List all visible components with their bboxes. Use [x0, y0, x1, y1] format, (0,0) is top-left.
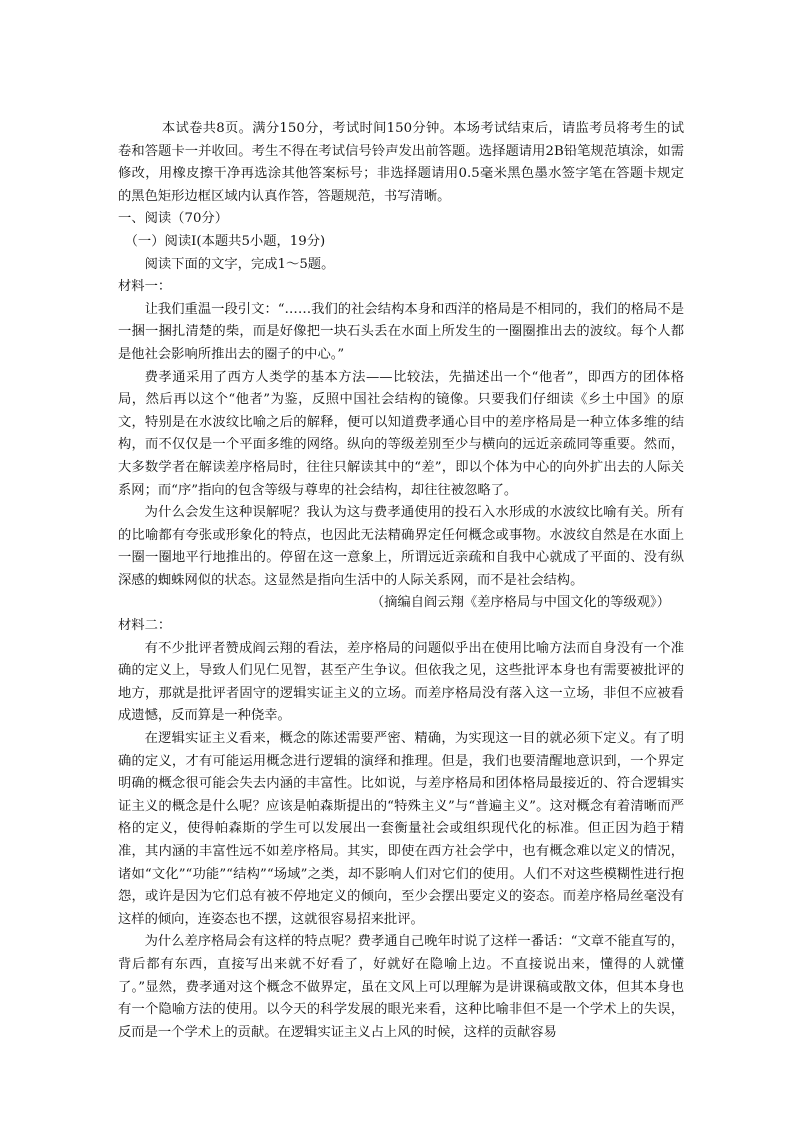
material-one-source: （摘编自阎云翔《差序格局与中国文化的等级观》）	[370, 595, 670, 611]
reading-instruction: 阅读下面的文字，完成1～5题。	[144, 256, 335, 272]
subsection-title: （一）阅读Ⅰ(本题共5小题，19分)	[124, 233, 326, 249]
section-title: 一、阅读（70分）	[118, 211, 228, 227]
material-two-paragraph: 有不少批评者赞成阎云翔的看法，差序格局的问题似乎出在使用比喻方法而自身没有一个准确的定义上，导致人们见仁见智，甚至产生争议。但依我之见，这些批评本身也有需要被批评的地方，那就是批评者固守的逻辑实证主义的立场。而差序格局没有落入这一立场，非但不应被看成遗憾，反而算是一种侥幸。	[118, 640, 684, 724]
exam-page	[118, 118, 684, 1044]
exam-instructions: 本试卷共8页。满分150分，考试时间150分钟。本场考试结束后，请监考员将考生的试卷和答题卡一并收回。考生不得在考试信号铃声发出前答题。选择题请用2B铅笔规范填涂，如需修改，用橡皮擦干净再选涂其他答案标号；非选择题请用0.5毫米黑色墨水签字笔在答题卡规定的黑色矩形边框区域内认真作答，答题规范，书写清晰。	[118, 121, 684, 204]
material-two-paragraph: 为什么差序格局会有这样的特点呢？费孝通自己晚年时说了这样一番话：“文章不能直写的，背后都有东西，直接写出来就不好看了，好就好在隐喻上边。不直接说出来，懂得的人就懂了。”显然，费孝通对这个概念不做界定，虽在文风上可以理解为是讲课稿或散文体，但其本身也有一个隐喻方法的使用。以今天的科学发展的眼光来看，这种比喻非但不是一个学术上的失误，反而是一个学术上的贡献。在逻辑实证主义占上风的时候，这样的贡献容易	[118, 934, 684, 1040]
material-two-label: 材料二：	[118, 618, 172, 634]
material-one-paragraph: 让我们重温一段引文：“……我们的社会结构本身和西洋的格局是不相同的，我们的格局不是一捆一捆扎清楚的柴，而是好像把一块石头丢在水面上所发生的一圈圈推出去的波纹。每个人都是他社会影响所推出去的圈子的中心。”	[118, 301, 684, 362]
material-two-paragraph: 在逻辑实证主义看来，概念的陈述需要严密、精确，为实现这一目的就必须下定义。有了明确的定义，才有可能运用概念进行逻辑的演绎和推理。但是，我们也要清醒地意识到，一个界定明确的概念很可能会失去内涵的丰富性。比如说，与差序格局和团体格局最接近的、符合逻辑实证主义的概念是什么呢？应该是帕森斯提出的“特殊主义”与“普遍主义”。这对概念有着清晰而严格的定义，使得帕森斯的学生可以发展出一套衡量社会或组织现代化的标准。但正因为趋于精准，其内涵的丰富性远不如差序格局。其实，即使在西方社会学中，也有概念难以定义的情况，诸如“文化”“功能”“结构”“场域”之类，却不影响人们对它们的使用。人们不对这些模糊性进行抱怨，或许是因为它们总有被不停地定义的倾向，至少会摆出要定义的姿态。而差序格局丝毫没有这样的倾向，连姿态也不摆，这就很容易招来批评。	[118, 731, 684, 927]
material-one-paragraph: 费孝通采用了西方人类学的基本方法——比较法，先描述出一个“他者”，即西方的团体格局，然后再以这个“他者”为鉴，反照中国社会结构的镜像。只要我们仔细读《乡土中国》的原文，特别是在水波纹比喻之后的解释，便可以知道费孝通心目中的差序格局是一种立体多维的结构，而不仅仅是一个平面多维的网络。纵向的等级差别至少与横向的远近亲疏同等重要。然而，大多数学者在解读差序格局时，往往只解读其中的“差”，即以个体为中心的向外扩出去的人际关系网；而“序”指向的包含等级与尊卑的社会结构，却往往被忽略了。	[118, 369, 684, 498]
material-one-paragraph: 为什么会发生这种误解呢？我认为这与费孝通使用的投石入水形成的水波纹比喻有关。所有的比喻都有夸张或形象化的特点，也因此无法精确界定任何概念或事物。水波纹自然是在水面上一圈一圈地平行地推出的。停留在这一意象上，所谓远近亲疏和自我中心就成了平面的、没有纵深感的蜘蛛网似的状态。这显然是指向生活中的人际关系网，而不是社会结构。	[118, 505, 684, 588]
material-one-label: 材料一：	[118, 279, 172, 295]
